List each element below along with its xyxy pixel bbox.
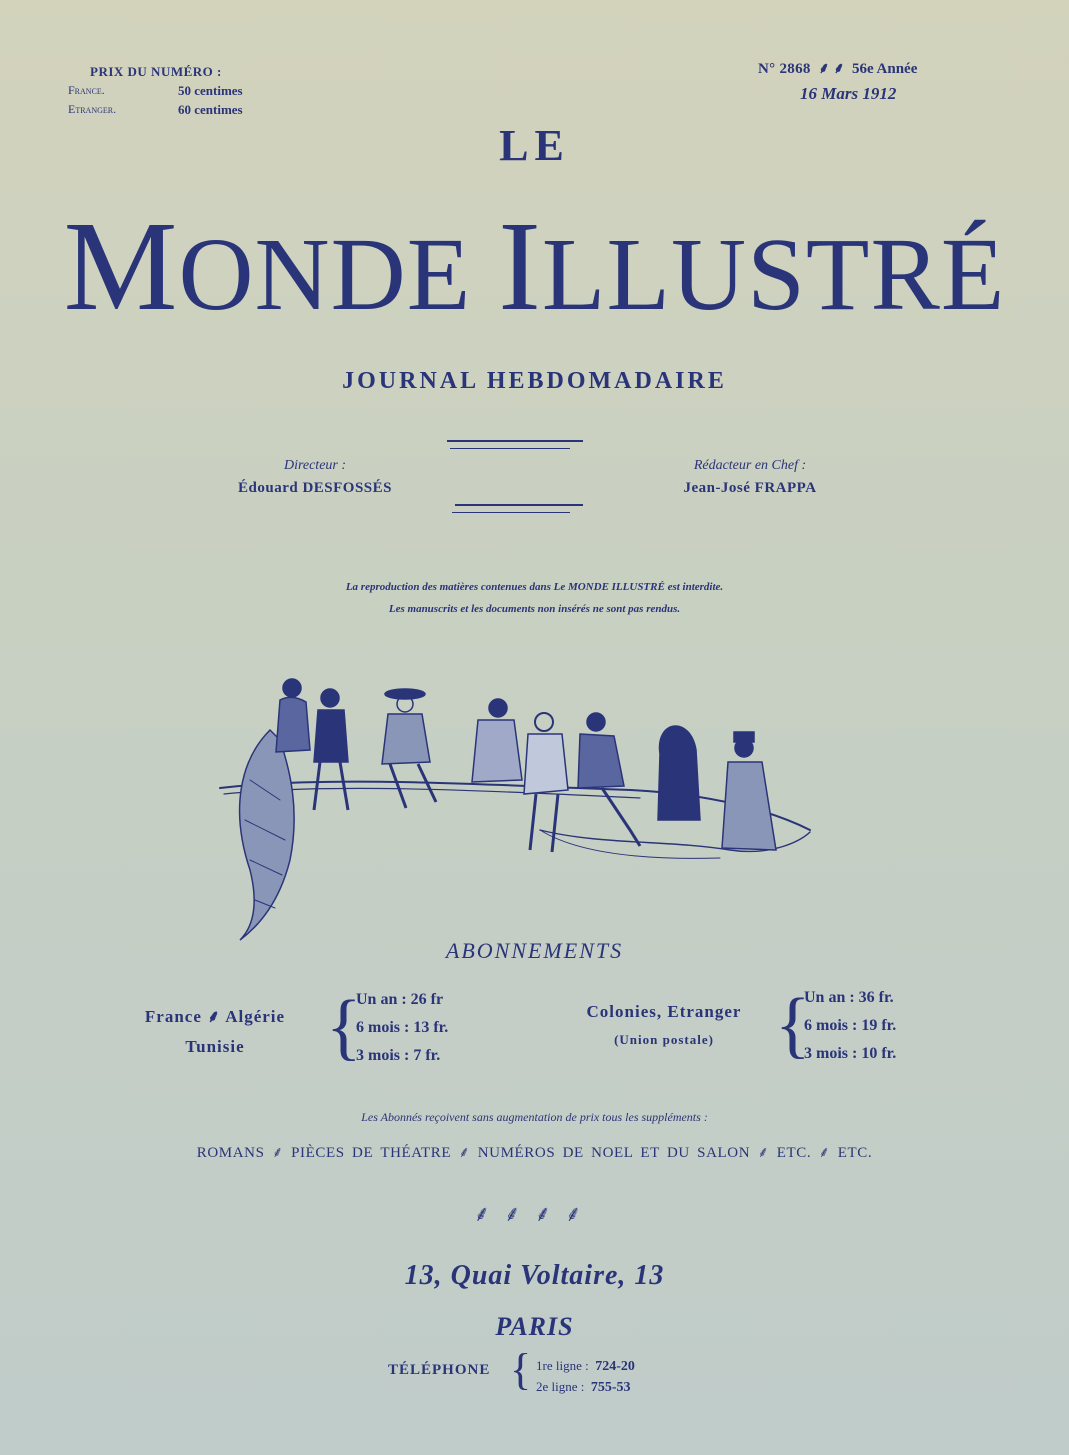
rate-row: 6 mois : 19 fr. <box>804 1017 897 1034</box>
brace-right: { <box>775 984 811 1066</box>
price-country: Etranger. <box>68 102 117 116</box>
region-left <box>98 1004 332 1057</box>
reproduction-notice <box>0 576 1069 620</box>
telephone-lines <box>536 1356 635 1398</box>
rate-row: 6 mois : 13 fr. <box>356 1019 449 1036</box>
title-m: M <box>63 195 179 337</box>
masthead-le: LE <box>499 121 570 170</box>
price-row-etranger <box>68 100 318 119</box>
title-llustre: LLUSTRÉ <box>541 217 1006 332</box>
rate-row: 3 mois : 10 fr. <box>804 1045 897 1062</box>
issue-number <box>758 58 998 78</box>
director-role: Directeur : <box>283 458 347 473</box>
masthead-subtitle: JOURNAL HEBDOMADAIRE <box>342 368 727 394</box>
line-number: 724-20 <box>595 1359 635 1374</box>
supplements-intro: Les Abonnés reçoivent sans augmentation de prix tous les suppléments : <box>361 1110 708 1124</box>
region-right-line-1: Colonies, Etranger <box>586 1002 742 1021</box>
line-label: 2e ligne : <box>536 1379 585 1394</box>
director-block <box>195 458 435 497</box>
price-country: France. <box>68 83 105 97</box>
director-name: Édouard DESFOSSÉS <box>238 480 392 496</box>
editor-block <box>630 458 870 497</box>
rate-row: Un an : 36 fr. <box>804 989 894 1006</box>
leaf-ornament-icon: ⸙⸙⸙⸙ <box>473 1201 596 1226</box>
rates-right <box>804 984 896 1068</box>
address-street: 13, Quai Voltaire, 13 <box>404 1260 665 1291</box>
brace-telephone: { <box>510 1345 532 1394</box>
divider-top-b <box>450 448 570 449</box>
editor-name: Jean-José FRAPPA <box>683 480 817 496</box>
region-right <box>546 1002 782 1048</box>
supplements-list: ROMANS ⸙ PIÈCES DE THÉATRE ⸙ NUMÉROS DE NOEL ET DU SALON ⸙ ETC. ⸙ ETC. <box>196 1145 873 1161</box>
subscriptions-title: ABONNEMENTS <box>445 938 624 963</box>
line-label: 1re ligne : <box>536 1358 589 1373</box>
region-right-line-2: (Union postale) <box>614 1032 714 1047</box>
notice-line-2: Les manuscrits et les documents non insérés ne sont pas rendus. <box>388 603 681 615</box>
notice-line-1: La reproduction des matières contenues dans Le MONDE ILLUSTRÉ est interdite. <box>345 581 724 593</box>
price-value: 60 centimes <box>178 102 243 117</box>
price-heading: PRIX DU NUMÉRO : <box>90 64 222 79</box>
region-left-line-2: Tunisie <box>185 1037 245 1056</box>
title-i: I <box>498 195 542 337</box>
issue-year: 56e Année <box>851 61 918 77</box>
region-left-line-1: France ⸙ Algérie <box>144 1007 286 1026</box>
rate-row: Un an : 26 fr <box>356 991 444 1008</box>
masthead-title <box>0 196 1069 345</box>
address-city: PARIS <box>495 1312 574 1341</box>
price-value: 50 centimes <box>178 83 243 98</box>
title-onde: ONDE <box>178 217 499 332</box>
editor-role: Rédacteur en Chef : <box>693 458 807 473</box>
issue-no: N° 2868 <box>758 61 811 77</box>
brace-left: { <box>326 986 362 1068</box>
telephone-line-1 <box>536 1356 635 1377</box>
cover-illustration <box>210 670 820 950</box>
divider-top-a <box>447 440 583 442</box>
leaf-ornament-icon: ⸙ ⸙ <box>814 61 849 77</box>
line-number: 755-53 <box>590 1380 631 1395</box>
telephone-label: TÉLÉPHONE <box>388 1362 491 1378</box>
divider-bottom-b <box>452 512 570 513</box>
price-row-france <box>68 81 318 100</box>
price-block <box>68 62 318 119</box>
rates-left <box>356 986 448 1070</box>
rate-row: 3 mois : 7 fr. <box>356 1047 441 1064</box>
issue-date: 16 Mars 1912 <box>800 84 897 103</box>
telephone-line-2 <box>536 1377 635 1398</box>
divider-bottom-a <box>455 504 583 506</box>
